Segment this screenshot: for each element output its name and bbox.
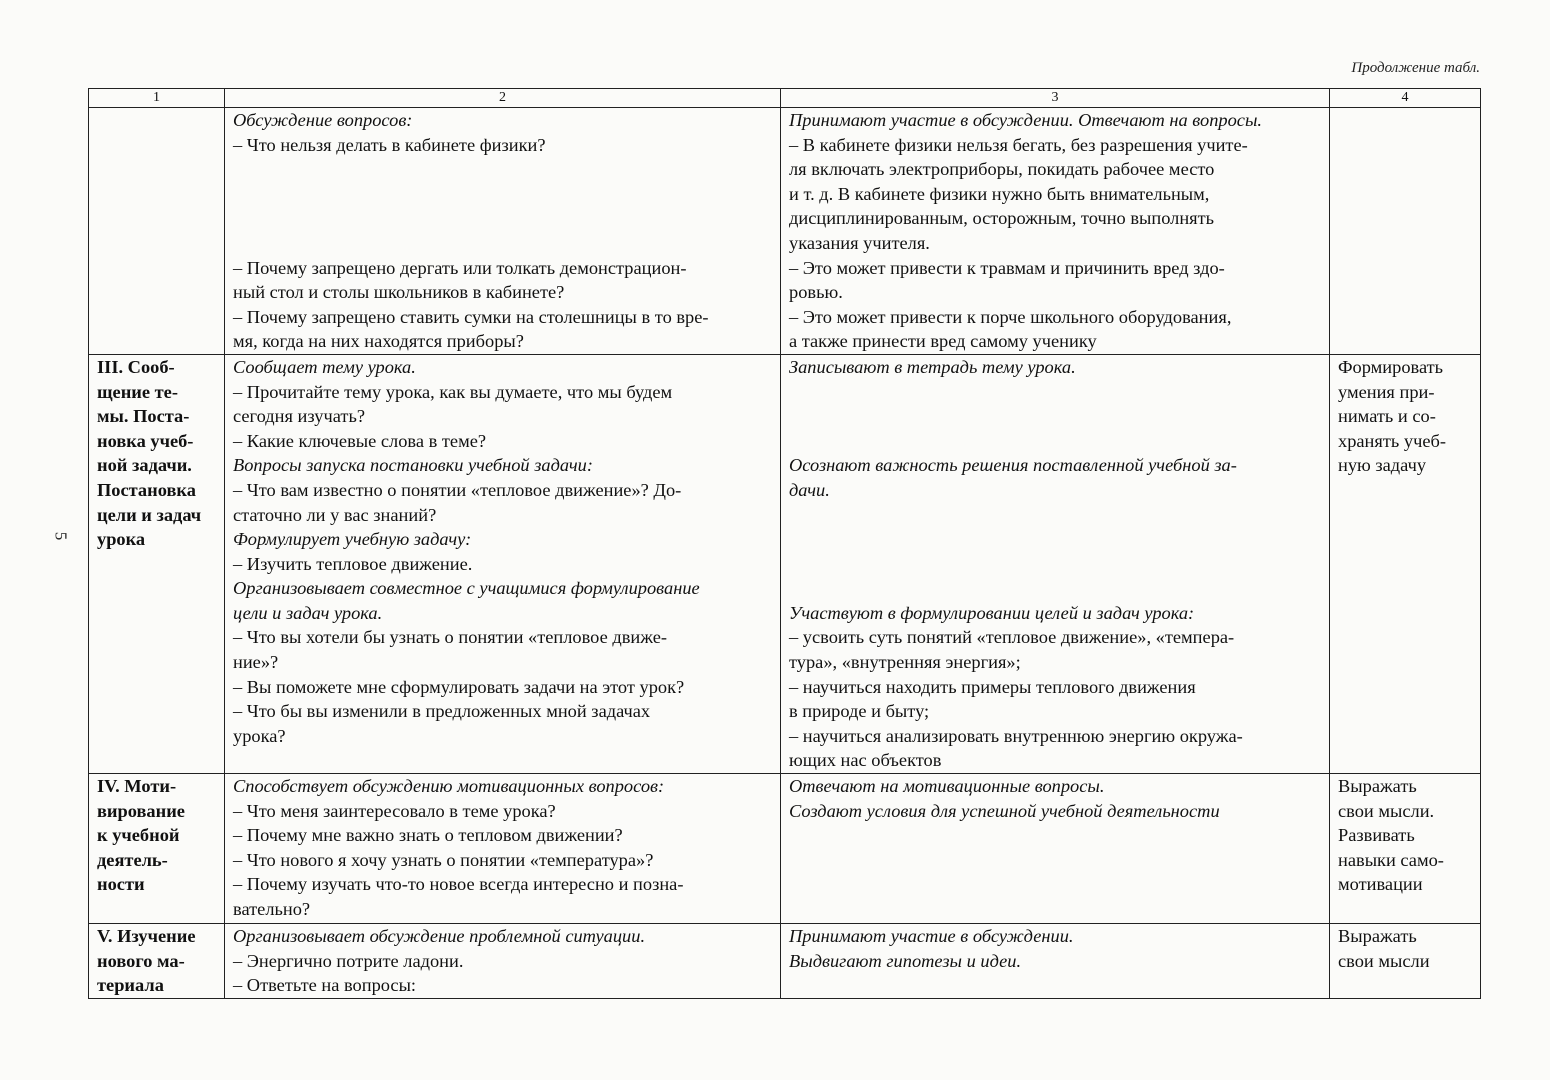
teacher-line: Формулирует учебную задачу:	[233, 529, 472, 550]
result-line: свои мысли.	[1338, 800, 1435, 821]
teacher-line: статочно ли у вас знаний?	[233, 504, 437, 525]
result-cell	[1330, 774, 1481, 924]
student-line: тура», «внутренняя энергия»;	[789, 652, 1021, 673]
table-row	[89, 924, 1481, 999]
student-activity-cell	[781, 774, 1330, 924]
line-gap	[789, 380, 1321, 405]
stage-line: к учебной	[97, 825, 180, 846]
result-line: Выражать	[1338, 776, 1417, 797]
teacher-line: Сообщает тему урока.	[233, 356, 416, 377]
student-line: – научиться анализировать внутреннюю энергию окружа-	[789, 725, 1243, 746]
column-header: 2	[225, 89, 781, 108]
stage-line: Постановка	[97, 479, 196, 500]
student-line: Отвечают на мотивационные вопросы.	[789, 776, 1105, 797]
stage-cell	[89, 354, 225, 773]
result-cell	[1330, 924, 1481, 999]
teacher-line: ние»?	[233, 652, 279, 673]
column-header: 3	[781, 89, 1330, 108]
column-header: 4	[1330, 89, 1481, 108]
stage-line: ной задачи.	[97, 455, 192, 476]
student-line: а также принести вред самому ученику	[789, 331, 1097, 352]
student-line: Принимают участие в обсуждении. Отвечают на вопросы.	[789, 110, 1263, 130]
teacher-line: – Почему запрещено дергать или толкать демонстрацион-	[233, 257, 687, 278]
line-gap	[233, 231, 772, 256]
teacher-line: Обсуждение вопросов:	[233, 110, 413, 130]
result-line: нимать и со-	[1338, 406, 1436, 427]
stage-line: ности	[97, 874, 145, 895]
continuation-note: Продолжение табл.	[1351, 60, 1480, 76]
teacher-line: – Что вы хотели бы узнать о понятии «тепловое движе-	[233, 627, 667, 648]
teacher-line: – Ответьте на вопросы:	[233, 975, 417, 996]
teacher-activity-cell	[225, 774, 781, 924]
table-row	[89, 774, 1481, 924]
line-gap	[789, 527, 1321, 552]
teacher-line: – Что нового я хочу узнать о понятии «температура»?	[233, 849, 654, 870]
teacher-line: – Какие ключевые слова в теме?	[233, 430, 487, 451]
stage-line: IV. Моти-	[97, 776, 177, 797]
line-gap	[789, 429, 1321, 454]
teacher-line: мя, когда на них находятся приборы?	[233, 331, 524, 352]
stage-line: урока	[97, 529, 146, 550]
line-gap	[233, 182, 772, 207]
student-line: – усвоить суть понятий «тепловое движение», «темпера-	[789, 627, 1235, 648]
result-cell	[1330, 108, 1481, 355]
student-line: Участвуют в формулировании целей и задач урока:	[789, 602, 1195, 623]
teacher-activity-cell	[225, 108, 781, 355]
teacher-activity-cell	[225, 924, 781, 999]
teacher-line: – Почему мне важно знать о тепловом движении?	[233, 825, 623, 846]
stage-line: мы. Поста-	[97, 406, 190, 427]
result-line: Формировать	[1338, 356, 1444, 377]
teacher-line: – Изучить тепловое движение.	[233, 553, 473, 574]
line-gap	[789, 503, 1321, 528]
student-line: ющих нас объектов	[789, 750, 942, 771]
student-line: в природе и быту;	[789, 701, 930, 722]
student-line: – В кабинете физики нельзя бегать, без разрешения учите-	[789, 134, 1248, 155]
result-line: мотивации	[1338, 874, 1423, 895]
teacher-line: цели и задач урока.	[233, 602, 383, 623]
result-line: Развивать	[1338, 825, 1415, 846]
student-activity-cell	[781, 354, 1330, 773]
stage-line: деятель-	[97, 849, 168, 870]
stage-line: V. Изучение	[97, 926, 196, 947]
result-line: хранять учеб-	[1338, 430, 1446, 451]
table-row	[89, 354, 1481, 773]
stage-line: вирование	[97, 800, 185, 821]
teacher-line: – Вы поможете мне сформулировать задачи на этот урок?	[233, 676, 685, 697]
stage-line: цели и задач	[97, 504, 202, 525]
teacher-line: – Что вам известно о понятии «тепловое движение»? До-	[233, 479, 682, 500]
lesson-plan-table	[88, 88, 1481, 999]
teacher-line: сегодня изучать?	[233, 406, 365, 427]
line-gap	[233, 157, 772, 182]
result-cell	[1330, 354, 1481, 773]
result-line: умения при-	[1338, 381, 1435, 402]
student-line: ровью.	[789, 282, 843, 303]
stage-line: новка учеб-	[97, 430, 194, 451]
student-line: Создают условия для успешной учебной деятельности	[789, 800, 1220, 821]
line-gap	[789, 552, 1321, 577]
line-gap	[789, 576, 1321, 601]
result-line: ную задачу	[1338, 455, 1427, 476]
stage-cell	[89, 924, 225, 999]
student-line: дачи.	[789, 479, 830, 500]
teacher-line: урока?	[233, 725, 286, 746]
student-line: указания учителя.	[789, 232, 930, 253]
student-line: – Это может привести к травмам и причинить вред здо-	[789, 257, 1225, 278]
stage-line: III. Сооб-	[97, 356, 175, 377]
stage-line: нового ма-	[97, 950, 185, 971]
column-header: 1	[89, 89, 225, 108]
student-line: Выдвигают гипотезы и идеи.	[789, 950, 1022, 971]
student-line: Записывают в тетрадь тему урока.	[789, 356, 1076, 377]
teacher-activity-cell	[225, 354, 781, 773]
student-line: Осознают важность решения поставленной учебной за-	[789, 455, 1237, 476]
student-activity-cell	[781, 108, 1330, 355]
result-line: Выражать	[1338, 926, 1417, 947]
teacher-line: – Почему изучать что-то новое всегда интересно и позна-	[233, 874, 684, 895]
column-number-row	[89, 89, 1481, 108]
teacher-line: вательно?	[233, 899, 311, 919]
table-row	[89, 108, 1481, 355]
result-line: свои мысли	[1338, 950, 1430, 971]
teacher-line: Вопросы запуска постановки учебной задачи:	[233, 455, 593, 476]
teacher-line: – Энергично потрите ладони.	[233, 950, 464, 971]
result-line: навыки само-	[1338, 849, 1444, 870]
student-line: ля включать электроприборы, покидать рабочее место	[789, 159, 1215, 180]
teacher-line: Способствует обсуждению мотивационных вопросов:	[233, 776, 665, 797]
stage-cell	[89, 108, 225, 355]
student-line: Принимают участие в обсуждении.	[789, 926, 1074, 947]
line-gap	[233, 206, 772, 231]
teacher-line: Организовывает обсуждение проблемной ситуации.	[233, 926, 646, 947]
teacher-line: – Прочитайте тему урока, как вы думаете, что мы будем	[233, 381, 673, 402]
teacher-line: – Что бы вы изменили в предложенных мной задачах	[233, 701, 651, 722]
stage-line: териала	[97, 975, 164, 996]
stage-cell	[89, 774, 225, 924]
student-line: дисциплинированным, осторожным, точно выполнять	[789, 208, 1215, 229]
student-activity-cell	[781, 924, 1330, 999]
teacher-line: – Что меня заинтересовало в теме урока?	[233, 800, 556, 821]
teacher-line: Организовывает совместное с учащимися формулирование	[233, 578, 700, 599]
stage-line: щение те-	[97, 381, 178, 402]
student-line: – Это может привести к порче школьного оборудования,	[789, 306, 1232, 327]
teacher-line: ный стол и столы школьников в кабинете?	[233, 282, 565, 303]
student-line: и т. д. В кабинете физики нужно быть внимательным,	[789, 183, 1210, 204]
line-gap	[789, 404, 1321, 429]
teacher-line: – Что нельзя делать в кабинете физики?	[233, 134, 546, 155]
student-line: – научиться находить примеры теплового движения	[789, 676, 1196, 697]
teacher-line: – Почему запрещено ставить сумки на столешницы в то вре-	[233, 306, 709, 327]
page-number: 5	[51, 531, 71, 541]
